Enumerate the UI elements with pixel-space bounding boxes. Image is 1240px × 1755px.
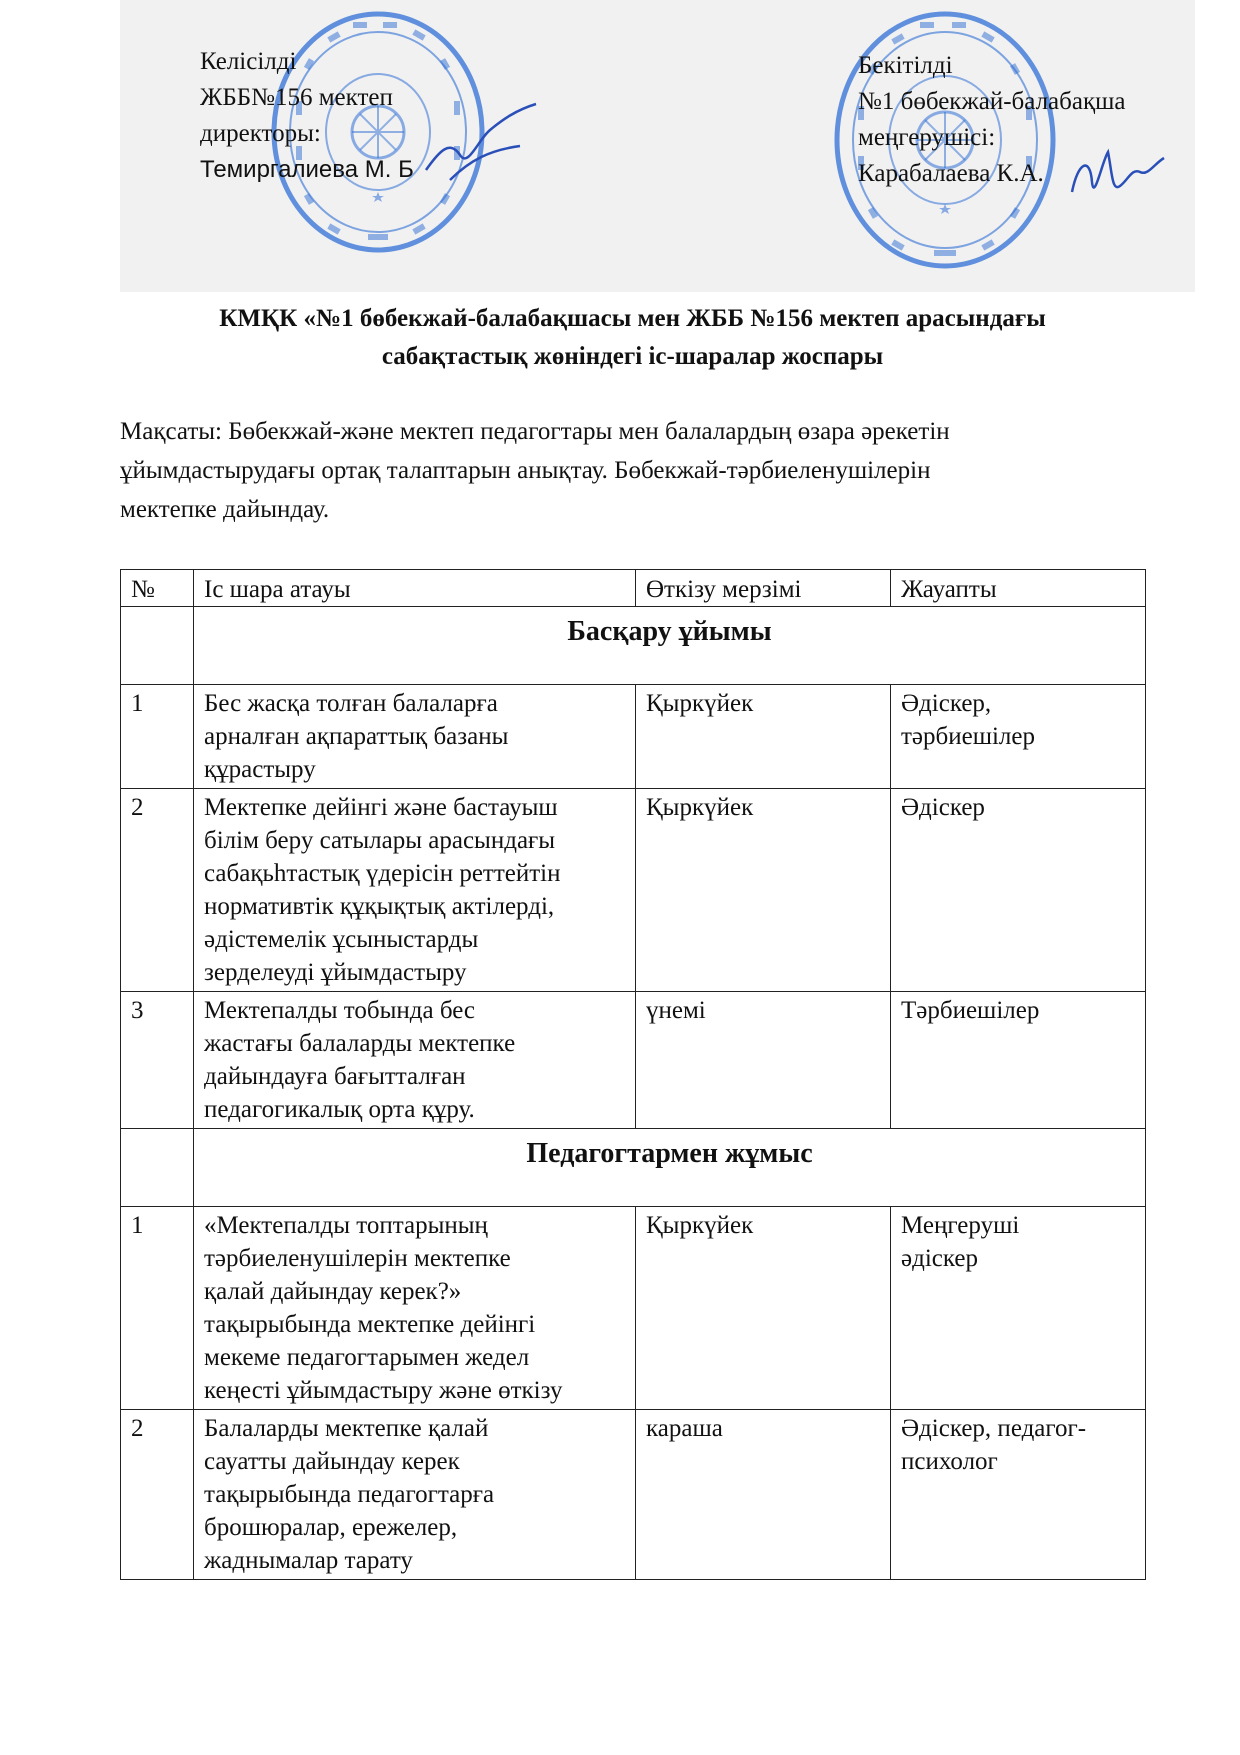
agreement-heading: Келісілді bbox=[200, 48, 297, 75]
activity-line: Балаларды мектепке қалай bbox=[204, 1415, 489, 1442]
responsible-cell bbox=[891, 992, 1146, 1129]
activity-line: сауатты дайындау керек bbox=[204, 1448, 460, 1475]
activity-line: жаднымалар тарату bbox=[204, 1547, 413, 1574]
responsible-line: әдіскер bbox=[901, 1245, 978, 1272]
activity-line: арналған ақпараттық базаны bbox=[204, 723, 509, 750]
section-number-cell bbox=[121, 1129, 194, 1207]
row-number: 1 bbox=[121, 1207, 194, 1410]
goal-paragraph bbox=[120, 412, 1160, 529]
responsible-cell bbox=[891, 1207, 1146, 1410]
table-header-row bbox=[121, 570, 1146, 607]
activity-line: жастағы балаларды мектепке bbox=[204, 1030, 516, 1057]
table-row bbox=[121, 789, 1146, 992]
column-header-activity: Іс шара атауы bbox=[194, 570, 636, 607]
section-title: Педагогтармен жұмыс bbox=[194, 1129, 1146, 1207]
section-row bbox=[121, 607, 1146, 685]
approval-position: меңгерушісі: bbox=[858, 124, 996, 151]
term-cell: Қыркүйек bbox=[636, 789, 891, 992]
responsible-line: Меңгеруші bbox=[901, 1212, 1020, 1239]
document-title-line: сабақтастық жөніндегі іс-шаралар жоспары bbox=[381, 343, 884, 370]
table-row bbox=[121, 1207, 1146, 1410]
term-cell: Қыркүйек bbox=[636, 685, 891, 789]
document-title bbox=[120, 300, 1145, 376]
activity-line: құрастыру bbox=[204, 756, 316, 783]
activity-line: мекеме педагогтарымен жедел bbox=[204, 1344, 530, 1371]
responsible-cell bbox=[891, 1410, 1146, 1580]
activity-cell bbox=[194, 789, 636, 992]
plan-table bbox=[120, 569, 1146, 1580]
activity-line: Бес жасқа толған балаларға bbox=[204, 690, 498, 717]
activity-line: сабақьhтастық үдерісін реттейтін bbox=[204, 860, 561, 887]
agreement-signer-name: Темиргалиева М. Б bbox=[200, 156, 414, 183]
row-number: 1 bbox=[121, 685, 194, 789]
agreement-school: ЖББ№156 мектеп bbox=[200, 84, 393, 111]
responsible-line: Тәрбиешілер bbox=[901, 997, 1040, 1024]
activity-cell bbox=[194, 1207, 636, 1410]
responsible-line: Әдіскер, педагог- bbox=[901, 1415, 1087, 1442]
director-signature-icon bbox=[420, 100, 540, 190]
table-row bbox=[121, 1410, 1146, 1580]
table-row bbox=[121, 685, 1146, 789]
activity-line: Мектепке дейінгі және бастауыш bbox=[204, 794, 558, 821]
document-title-line: КМҚК «№1 бөбекжай-балабақшасы мен ЖББ №156 мектеп арасындағы bbox=[219, 305, 1046, 332]
approval-heading: Бекітілді bbox=[858, 52, 953, 79]
section-row bbox=[121, 1129, 1146, 1207]
activity-line: қалай дайындау керек?» bbox=[204, 1278, 462, 1305]
row-number: 3 bbox=[121, 992, 194, 1129]
responsible-line: тәрбиешілер bbox=[901, 723, 1035, 750]
activity-line: брошюралар, ережелер, bbox=[204, 1514, 458, 1541]
activity-cell bbox=[194, 992, 636, 1129]
approval-block bbox=[858, 48, 1125, 192]
approval-signer-name: Карабалаева К.А. bbox=[858, 160, 1044, 187]
goal-line: Мақсаты: Бөбекжай-және мектеп педагогтары мен балалардың өзара әрекетін bbox=[120, 418, 950, 445]
section-number-cell bbox=[121, 607, 194, 685]
term-cell: караша bbox=[636, 1410, 891, 1580]
activity-line: дайындауға бағытталған bbox=[204, 1063, 466, 1090]
activity-line: тәрбиеленушілерін мектепке bbox=[204, 1245, 511, 1272]
goal-line: ұйымдастырудағы ортақ талаптарын анықтау. Бөбекжай-тәрбиеленушілерін bbox=[120, 457, 931, 484]
activity-line: тақырыбында мектепке дейінгі bbox=[204, 1311, 536, 1338]
column-header-term: Өткізу мерзімі bbox=[636, 570, 891, 607]
activity-line: тақырыбында педагогтарға bbox=[204, 1481, 495, 1508]
activity-line: кеңесті ұйымдастыру және өткізу bbox=[204, 1377, 563, 1404]
agreement-block bbox=[200, 44, 414, 188]
agreement-position: директоры: bbox=[200, 120, 321, 147]
activity-line: педагогикалық орта құру. bbox=[204, 1096, 475, 1123]
activity-line: әдістемелік ұсыныстарды bbox=[204, 926, 479, 953]
activity-line: «Мектепалды топтарының bbox=[204, 1212, 488, 1239]
row-number: 2 bbox=[121, 789, 194, 992]
term-cell: Қыркүйек bbox=[636, 1207, 891, 1410]
column-header-responsible: Жауапты bbox=[891, 570, 1146, 607]
approval-kindergarten: №1 бөбекжай-балабақша bbox=[858, 88, 1126, 115]
responsible-cell bbox=[891, 685, 1146, 789]
column-header-number: № bbox=[121, 570, 194, 607]
plan-table-body bbox=[121, 607, 1146, 1580]
activity-line: Мектепалды тобында бес bbox=[204, 997, 476, 1024]
activity-cell bbox=[194, 685, 636, 789]
activity-line: зерделеуді ұйымдастыру bbox=[204, 959, 467, 986]
section-title: Басқару ұйымы bbox=[194, 607, 1146, 685]
responsible-line: Әдіскер bbox=[901, 794, 985, 821]
term-cell: үнемі bbox=[636, 992, 891, 1129]
row-number: 2 bbox=[121, 1410, 194, 1580]
responsible-line: психолог bbox=[901, 1448, 998, 1475]
activity-line: нормативтік құқықтық актілерді, bbox=[204, 893, 555, 920]
goal-line: мектепке дайындау. bbox=[120, 496, 330, 523]
table-row bbox=[121, 992, 1146, 1129]
responsible-cell bbox=[891, 789, 1146, 992]
activity-line: білім беру сатылары арасындағы bbox=[204, 827, 556, 854]
activity-cell bbox=[194, 1410, 636, 1580]
responsible-line: Әдіскер, bbox=[901, 690, 992, 717]
